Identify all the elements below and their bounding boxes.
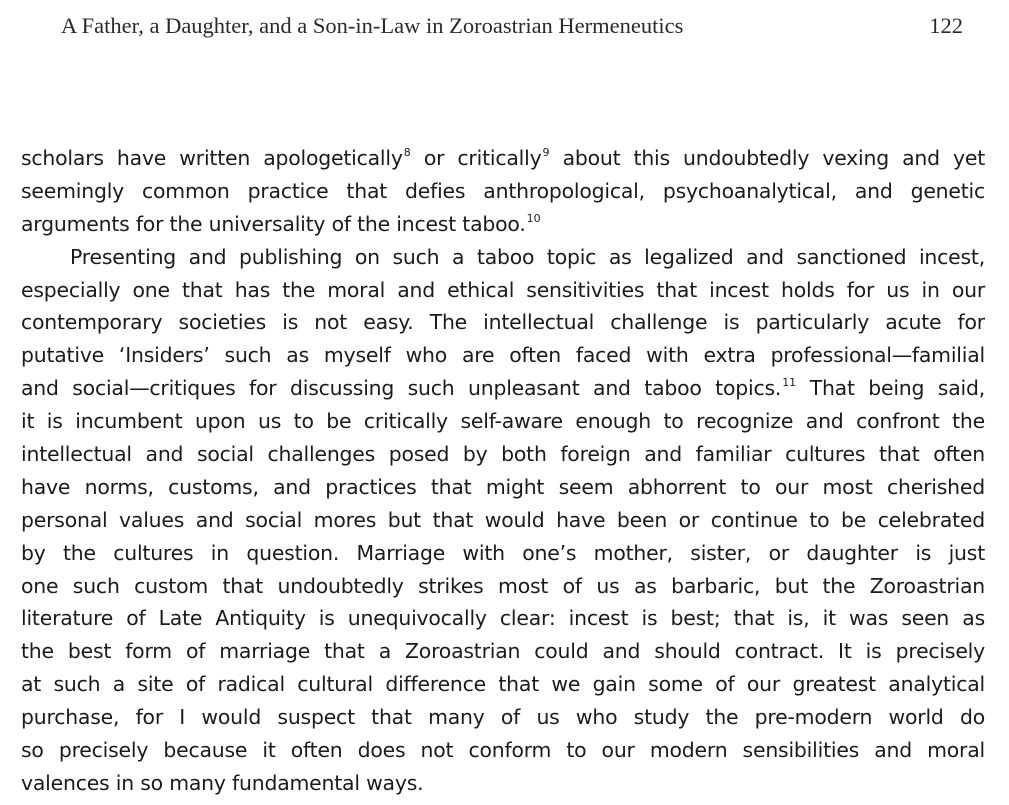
text-run: scholars have written apologetically (21, 146, 403, 170)
footnote-ref-9[interactable]: 9 (542, 146, 550, 159)
page-number: 122 (929, 13, 963, 38)
paragraph-2-line: valences in so many fundamental ways. (21, 770, 424, 795)
paragraph-2-line: it is incumbent upon us to be critically self-aware enough to recognize and confront the (21, 409, 985, 434)
paragraph-2-line: Presenting and publishing on such a taboo topic as legalized and sanctioned incest, (70, 244, 985, 269)
text-run: or critically (410, 146, 542, 170)
paragraph-1-line: seemingly common practice that defies anthropological, psychoanalytical, and genetic (21, 178, 985, 203)
paragraph-2-line: the best form of marriage that a Zoroastrian could and should contract. It is precisely (21, 639, 985, 664)
text-run: arguments for the universality of the incest taboo. (21, 211, 526, 236)
paragraph-2-line: putative ‘Insiders’ such as myself who are often faced with extra professional—familial (21, 343, 985, 368)
paragraph-2-line: have norms, customs, and practices that might seem abhorrent to our most cherished (21, 474, 985, 499)
paragraph-2-line: by the cultures in question. Marriage with one’s mother, sister, or daughter is just (21, 540, 985, 565)
running-head (61, 8, 963, 44)
text-run: and social—critiques for discussing such unpleasant and taboo topics. (21, 376, 782, 401)
paragraph-1-line (21, 208, 985, 241)
paragraph-2-line: purchase, for I would suspect that many of us who study the pre-modern world do (21, 705, 985, 730)
footnote-ref-11[interactable]: 11 (782, 376, 797, 390)
paragraph-2-line: at such a site of radical cultural difference that we gain some of our greatest analytical (21, 672, 985, 697)
paragraph-2-line: literature of Late Antiquity is unequivocally clear: incest is best; that is, it was seen as (21, 606, 985, 631)
running-head-title: A Father, a Daughter, and a Son-in-Law in Zoroastrian Hermeneutics (61, 13, 684, 38)
footnote-ref-8[interactable]: 8 (403, 146, 411, 159)
paragraph-2-line: one such custom that undoubtedly strikes most of us as barbaric, but the Zoroastrian (21, 573, 985, 598)
body-text (21, 142, 985, 800)
footnote-ref-10[interactable]: 10 (526, 211, 541, 225)
paragraph-2-line: especially one that has the moral and ethical sensitivities that incest holds for us in our (21, 277, 985, 302)
text-run: That being said, (796, 376, 985, 401)
paragraph-2-line (21, 372, 985, 405)
paragraph-2-line: intellectual and social challenges posed by both foreign and familiar cultures that often (21, 442, 985, 467)
paragraph-2-line: personal values and social mores but that would have been or continue to be celebrated (21, 507, 985, 532)
text-run: about this undoubtedly vexing and yet (549, 146, 985, 170)
paragraph-2-line: contemporary societies is not easy. The intellectual challenge is particularly acute for (21, 310, 985, 335)
paragraph-1-line (21, 142, 985, 175)
paragraph-2-line: so precisely because it often does not conform to our modern sensibilities and moral (21, 738, 985, 763)
